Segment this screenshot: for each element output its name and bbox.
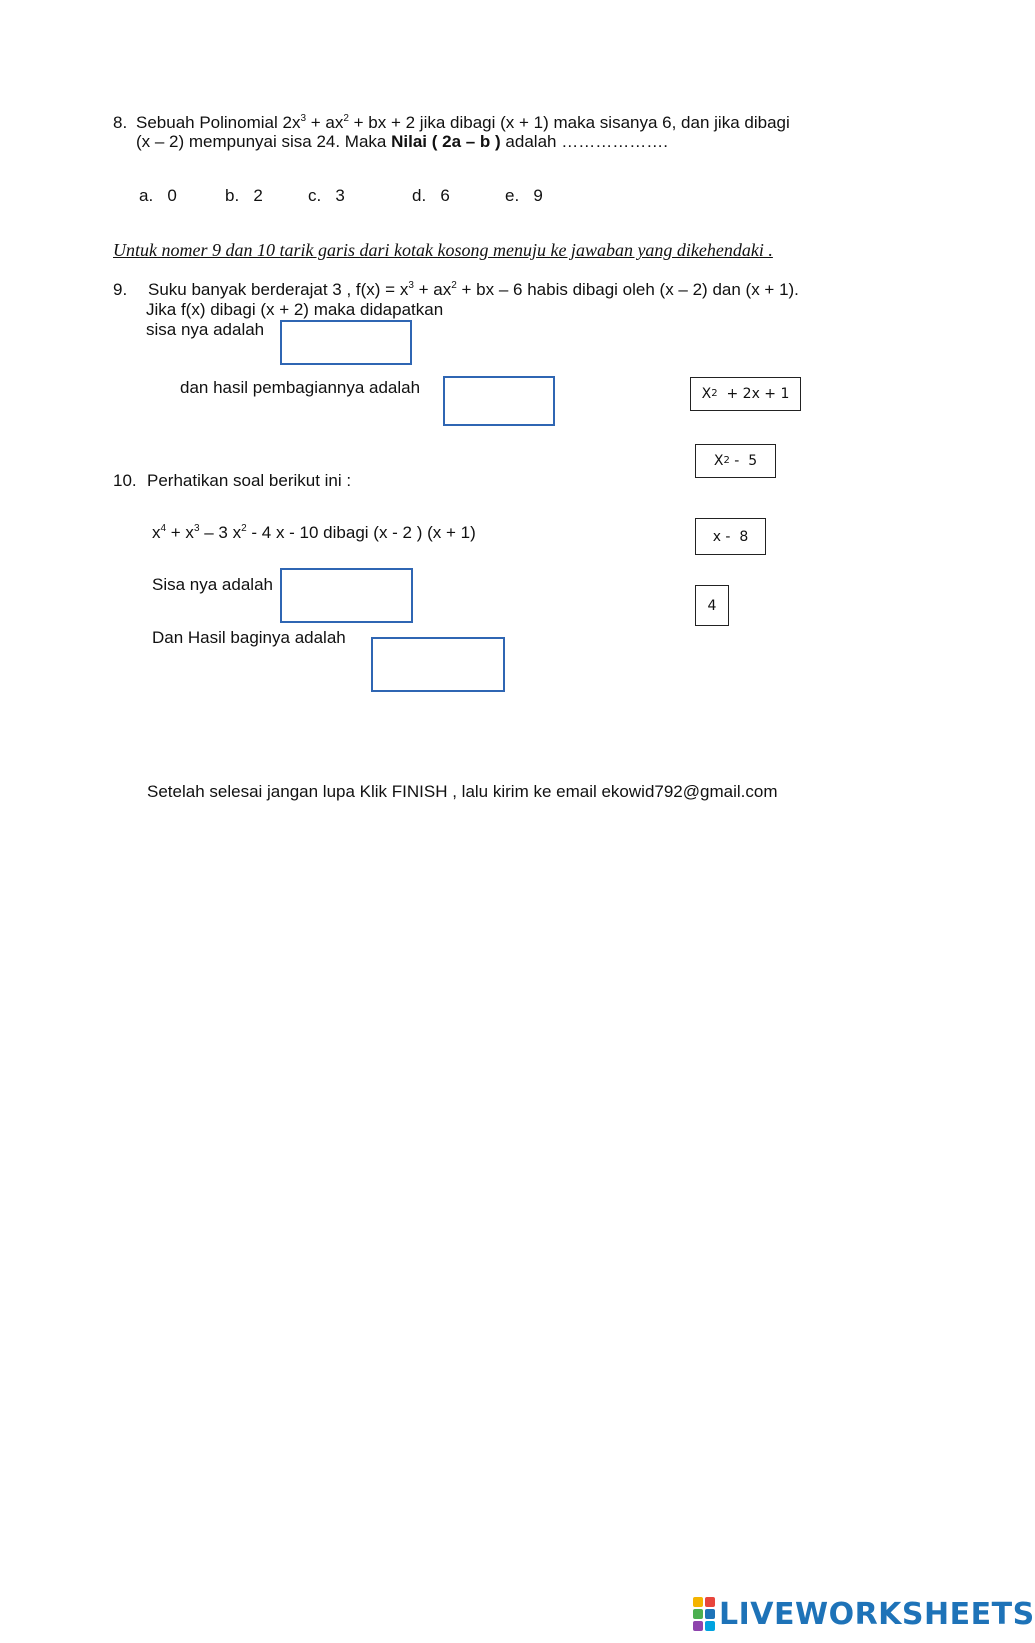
q10-remainder-dropbox[interactable] — [280, 568, 413, 623]
q8-line2: (x – 2) mempunyai sisa 24. Maka Nilai ( 2a – b ) adalah ………………. — [136, 132, 668, 151]
q10-title: Perhatikan soal berikut ini : — [147, 471, 352, 490]
q8-option-e: e. 9 — [505, 186, 543, 205]
q8-number: 8. — [113, 113, 128, 132]
q10-expression: $x^4 + x^3 - 3$ $x^2 - 4$ x - 10 dibagi (x - 2 ) (x + 1) — [152, 523, 476, 542]
q8-option-c: c. 3 — [308, 186, 345, 205]
q10-quotient-dropbox[interactable] — [371, 637, 505, 692]
answer-box-x2-plus-2x-plus-1[interactable]: X 2 + 2x + 1 — [690, 377, 801, 411]
q8-line1: Sebuah Polinomial $2x^3 + ax^2$ + bx + 2 jika dibagi (x + 1) maka sisanya 6, dan jika dibagi — [136, 113, 790, 132]
liveworksheets-logo — [693, 1596, 1035, 1632]
liveworksheets-logo-mark-icon — [693, 1597, 715, 1631]
q9-remainder-dropbox[interactable] — [280, 320, 412, 365]
q8-option-b: b. 2 — [225, 186, 263, 205]
q9-number: 9. — [113, 280, 128, 299]
q9-line2: Jika f(x) dibagi (x + 2) maka didapatkan — [146, 300, 444, 319]
q9-line3: sisa nya adalah — [146, 320, 265, 339]
q10-remainder-label: Sisa nya adalah — [152, 575, 273, 594]
instruction-text: Untuk nomer 9 dan 10 tarik garis dari kotak kosong menuju ke jawaban yang dikehendaki . — [113, 240, 773, 260]
q9-line1: Suku banyak berderajat 3 , $f(x) = x^3 + ax^2$ + bx – 6 habis dibagi oleh (x – 2) dan (x + 1). — [148, 280, 799, 299]
answer-box-x2-minus-5[interactable]: X 2 - 5 — [695, 444, 776, 478]
q8-option-d: d. 6 — [412, 186, 450, 205]
answer-box-4[interactable]: 4 — [695, 585, 729, 626]
liveworksheets-logo-text: LIVEWORKSHEETS — [719, 1596, 1035, 1632]
q9-quotient-dropbox[interactable] — [443, 376, 555, 426]
q9-line4: dan hasil pembagiannya adalah — [180, 378, 421, 397]
answer-box-x-minus-8[interactable]: x - 8 — [695, 518, 766, 555]
q8-option-a: a. 0 — [139, 186, 177, 205]
footer-note: Setelah selesai jangan lupa Klik FINISH , lalu kirim ke email ekowid792@gmail.com — [147, 782, 778, 801]
q10-number: 10. — [113, 471, 137, 490]
q10-quotient-label: Dan Hasil baginya adalah — [152, 628, 346, 647]
